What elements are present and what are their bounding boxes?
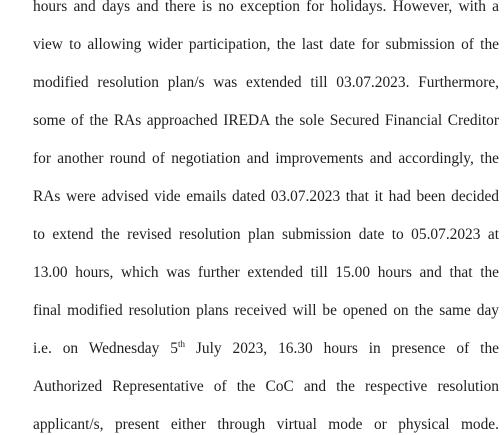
text-line-12: applicant/s, present either through virtual mode or physical mode. [33,416,499,433]
text-line-10-end: July 2023, 16.30 hours in presence of the [184,340,499,357]
text-line-2: view to allowing wider participation, the last date for submission of the [33,36,499,53]
text-line-6: RAs were advised vide emails dated 03.07.2023 that it had been decided [33,188,499,205]
text-line-3: modified resolution plan/s was extended till 03.07.2023. Furthermore, [33,74,499,91]
text-line-10-start: i.e. on Wednesday 5 [33,340,178,357]
text-line-7: to extend the revised resolution plan submission date to 05.07.2023 at [33,226,499,243]
text-line-10 [33,339,499,359]
text-line-1: hours and days and there is no exception for holidays. However, with a [33,0,499,15]
text-line-11: Authorized Representative of the CoC and the respective resolution [33,378,499,395]
text-line-8: 13.00 hours, which was further extended till 15.00 hours and that the [33,264,499,281]
ordinal-suffix: th [177,339,185,349]
text-line-4: some of the RAs approached IREDA the sole Secured Financial Creditor [33,112,499,129]
text-line-5: for another round of negotiation and improvements and accordingly, the [33,150,499,167]
text-line-9: final modified resolution plans received will be opened on the same day [33,302,499,319]
